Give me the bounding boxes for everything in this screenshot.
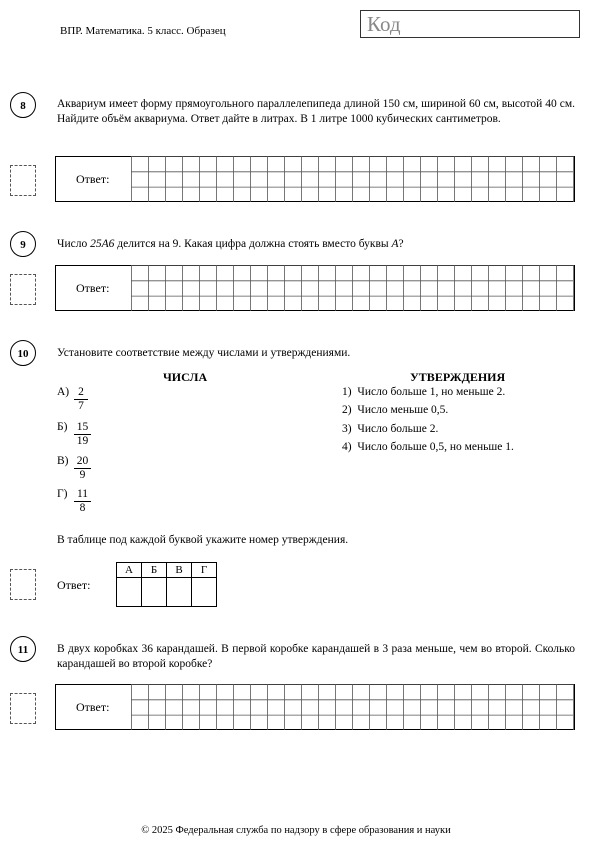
question-9-text bbox=[57, 237, 575, 252]
numbers-column-heading: ЧИСЛА bbox=[163, 370, 208, 384]
answer-label: Ответ: bbox=[76, 281, 110, 295]
table-header-b: Б bbox=[142, 563, 167, 578]
fraction-numerator: 20 bbox=[76, 455, 89, 467]
fraction-denominator: 8 bbox=[74, 501, 91, 515]
statement-3 bbox=[342, 423, 438, 435]
code-field[interactable] bbox=[360, 10, 580, 38]
statement-2 bbox=[342, 404, 448, 416]
fraction-denominator: 9 bbox=[74, 468, 91, 482]
question-8-number: 8 bbox=[10, 92, 36, 118]
fraction-b bbox=[74, 421, 91, 448]
question-9-text-before: Число bbox=[57, 238, 91, 250]
question-10-instruction: В таблице под каждой буквой укажите номер утверждения. bbox=[57, 534, 349, 546]
table-header-c: В bbox=[167, 563, 192, 578]
question-9-score-box bbox=[10, 274, 36, 305]
statement-number: 2) bbox=[342, 404, 352, 416]
question-10-score-box bbox=[10, 569, 36, 600]
question-9-answer-box[interactable] bbox=[55, 265, 575, 311]
answer-label: Ответ: bbox=[76, 172, 110, 186]
question-10-text: Установите соответствие между числами и утверждениями. bbox=[57, 347, 351, 359]
question-9-number: 9 bbox=[10, 231, 36, 257]
statement-text: Число больше 1, но меньше 2. bbox=[357, 386, 506, 398]
question-9-number-value: 25A6 bbox=[90, 238, 115, 250]
fraction-a bbox=[74, 386, 88, 413]
fraction-numerator: 15 bbox=[76, 421, 89, 433]
question-11-answer-box[interactable] bbox=[55, 684, 575, 730]
answer-cell-c[interactable] bbox=[167, 578, 192, 607]
statement-number: 3) bbox=[342, 423, 352, 435]
question-11-text: В двух коробках 36 карандашей. В первой коробке карандашей в 3 раза меньше, чем во второй. Сколько карандашей во второй коробке? bbox=[57, 643, 575, 670]
header-title: ВПР. Математика. 5 класс. Образец bbox=[60, 25, 226, 37]
question-8-text: Аквариум имеет форму прямоугольного параллелепипеда длиной 150 см, шириной 60 см, высотой 40 см. Найдите объём аквариума. Ответ дайте в литрах. В 1 литре 1000 кубических сантиметров. bbox=[57, 98, 575, 125]
statements-column-heading: УТВЕРЖДЕНИЯ bbox=[410, 370, 506, 384]
question-11-number: 11 bbox=[10, 636, 36, 662]
number-letter: А) bbox=[57, 386, 70, 398]
statement-1 bbox=[342, 386, 505, 398]
statement-4 bbox=[342, 441, 514, 453]
question-8-score-box bbox=[10, 165, 36, 196]
table-header-a: А bbox=[117, 563, 142, 578]
footer-copyright: © 2025 Федеральная служба по надзору в сфере образования и науки bbox=[141, 825, 451, 836]
answer-cell-b[interactable] bbox=[142, 578, 167, 607]
number-letter: В) bbox=[57, 455, 69, 467]
answer-label: Ответ: bbox=[57, 578, 91, 592]
answer-grid[interactable] bbox=[131, 156, 575, 202]
statement-number: 4) bbox=[342, 441, 352, 453]
statement-text: Число меньше 0,5. bbox=[357, 404, 449, 416]
statement-number: 1) bbox=[342, 386, 352, 398]
table-header-d: Г bbox=[192, 563, 217, 578]
code-label: Код bbox=[367, 12, 401, 36]
statement-text: Число больше 2. bbox=[357, 423, 439, 435]
question-9-text-middle: делится на 9. Какая цифра должна стоять вместо буквы bbox=[114, 238, 392, 250]
fraction-c bbox=[74, 455, 91, 482]
answer-grid[interactable] bbox=[131, 684, 575, 730]
number-letter: Б) bbox=[57, 421, 68, 433]
question-10-answer-table bbox=[116, 562, 217, 607]
question-10-number: 10 bbox=[10, 340, 36, 366]
question-9-text-after: ? bbox=[398, 238, 404, 250]
question-8-answer-box[interactable] bbox=[55, 156, 575, 202]
question-11-score-box bbox=[10, 693, 36, 724]
fraction-numerator: 11 bbox=[76, 488, 89, 500]
statement-text: Число больше 0,5, но меньше 1. bbox=[357, 441, 514, 453]
fraction-denominator: 19 bbox=[74, 434, 91, 448]
answer-cell-d[interactable] bbox=[192, 578, 217, 607]
number-letter: Г) bbox=[57, 488, 68, 500]
question-9-letter: A bbox=[391, 238, 399, 250]
answer-cell-a[interactable] bbox=[117, 578, 142, 607]
fraction-d bbox=[74, 488, 91, 515]
fraction-numerator: 2 bbox=[78, 386, 84, 398]
answer-grid[interactable] bbox=[131, 265, 575, 311]
fraction-denominator: 7 bbox=[74, 399, 88, 413]
answer-label: Ответ: bbox=[76, 700, 110, 714]
